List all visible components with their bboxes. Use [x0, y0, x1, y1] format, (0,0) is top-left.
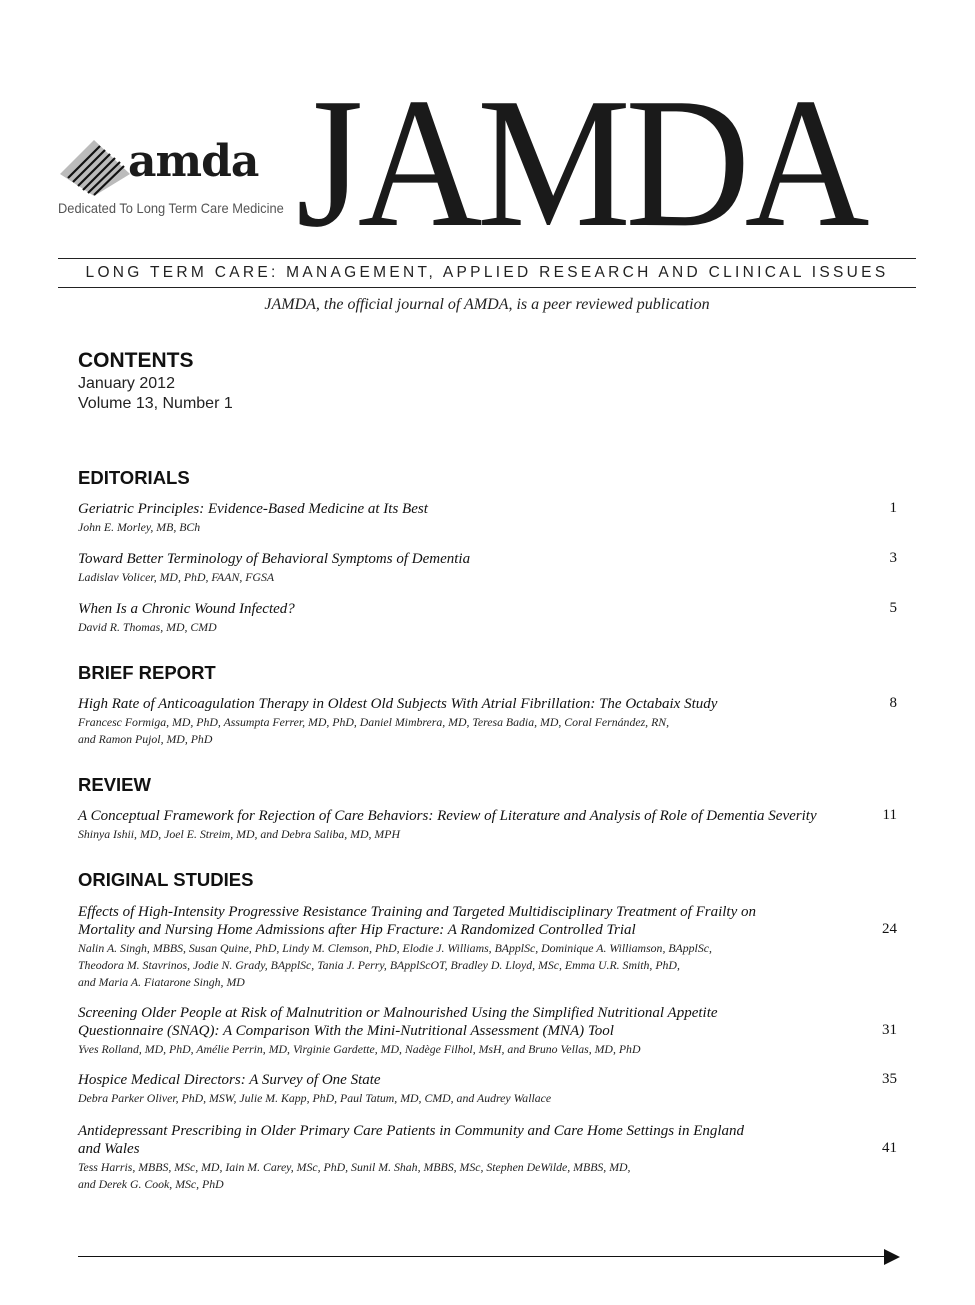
toc-entry[interactable]	[78, 903, 900, 991]
amda-logo-wordmark: amda	[128, 136, 259, 187]
article-title-line[interactable]: and Wales	[78, 1141, 140, 1157]
issue-date: January 2012	[78, 375, 175, 392]
toc-entry[interactable]	[78, 1122, 900, 1193]
toc-entry[interactable]	[78, 1004, 900, 1058]
article-authors: Shinya Ishii, MD, Joel E. Streim, MD, and Debra Saliba, MD, MPH	[78, 827, 400, 841]
article-authors: Debra Parker Oliver, PhD, MSW, Julie M. Kapp, PhD, Paul Tatum, MD, CMD, and Audrey Wallace	[78, 1091, 552, 1105]
journal-tagline: JAMDA, the official journal of AMDA, is a peer reviewed publication	[264, 296, 710, 313]
page-number: 24	[882, 921, 897, 937]
issue-volume: Volume 13, Number 1	[78, 395, 233, 412]
article-title-line[interactable]: Antidepressant Prescribing in Older Primary Care Patients in Community and Care Home Settings in England	[78, 1123, 745, 1139]
section-heading-brief-report: BRIEF REPORT	[78, 662, 216, 683]
journal-subtitle: LONG TERM CARE: MANAGEMENT, APPLIED RESEARCH AND CLINICAL ISSUES	[85, 264, 889, 281]
page-number: 41	[882, 1140, 897, 1156]
header-rule-top	[58, 258, 916, 259]
amda-logo	[58, 128, 284, 228]
article-authors: Francesc Formiga, MD, PhD, Assumpta Ferrer, MD, PhD, Daniel Mimbrera, MD, Teresa Badia, MD, Coral Fernández, RN,	[78, 715, 670, 729]
article-title[interactable]: High Rate of Anticoagulation Therapy in Oldest Old Subjects With Atrial Fibrillation: The Octabaix Study	[78, 696, 718, 712]
article-authors: and Maria A. Fiatarone Singh, MD	[78, 975, 245, 989]
toc-entry[interactable]	[78, 807, 900, 843]
page-number: 1	[889, 500, 897, 516]
journal-masthead: JAMDA	[296, 60, 864, 266]
article-authors: Theodora M. Stavrinos, Jodie N. Grady, BApplSc, Tania J. Perry, BApplScOT, Bradley D. Lloyd, MSc, Emma U.R. Smith, PhD,	[78, 958, 680, 972]
header-rule-bottom	[58, 287, 916, 288]
article-title[interactable]: A Conceptual Framework for Rejection of Care Behaviors: Review of Literature and Analysis of Role of Dementia Severity	[78, 808, 817, 824]
page-number: 31	[882, 1022, 897, 1038]
article-authors: Nalin A. Singh, MBBS, Susan Quine, PhD, Lindy M. Clemson, PhD, Elodie J. Williams, BApplSc, Dominique A. Williamson, BApplSc,	[78, 941, 712, 955]
toc-entry[interactable]	[78, 600, 900, 636]
toc-entry[interactable]	[78, 695, 900, 748]
page-number: 8	[889, 695, 897, 711]
article-title[interactable]: Hospice Medical Directors: A Survey of One State	[78, 1072, 381, 1088]
page-number: 11	[882, 807, 897, 823]
section-heading-review: REVIEW	[78, 774, 151, 795]
article-authors: Ladislav Volicer, MD, PhD, FAAN, FGSA	[78, 570, 275, 584]
toc-entry[interactable]	[78, 500, 900, 536]
article-authors: and Ramon Pujol, MD, PhD	[78, 732, 213, 746]
article-authors: Yves Rolland, MD, PhD, Amélie Perrin, MD, Virginie Gardette, MD, Nadège Filhol, MsH, and Bruno Vellas, MD, PhD	[78, 1042, 641, 1056]
amda-logo-tagline: Dedicated To Long Term Care Medicine	[58, 200, 284, 216]
page-number: 35	[882, 1071, 897, 1087]
continue-arrow-line	[78, 1256, 888, 1257]
contents-title: CONTENTS	[78, 349, 194, 372]
article-title[interactable]: Geriatric Principles: Evidence-Based Medicine at Its Best	[78, 501, 428, 517]
article-authors: Tess Harris, MBBS, MSc, MD, Iain M. Carey, MSc, PhD, Sunil M. Shah, MBBS, MSc, Stephen DeWilde, MBBS, MD,	[78, 1160, 631, 1174]
article-title-line[interactable]: Effects of High-Intensity Progressive Resistance Training and Targeted Multidisciplinary Treatment of Frailty on	[78, 904, 756, 920]
article-title-line[interactable]: Screening Older People at Risk of Malnutrition or Malnourished Using the Simplified Nutritional Appetite	[78, 1005, 718, 1021]
article-authors: David R. Thomas, MD, CMD	[78, 620, 217, 634]
page-number: 3	[889, 550, 897, 566]
article-title-line[interactable]: Mortality and Nursing Home Admissions after Hip Fracture: A Randomized Controlled Trial	[78, 922, 636, 938]
article-title[interactable]: Toward Better Terminology of Behavioral Symptoms of Dementia	[78, 551, 471, 567]
page-number: 5	[889, 600, 897, 616]
article-authors: and Derek G. Cook, MSc, PhD	[78, 1177, 224, 1191]
article-title[interactable]: When Is a Chronic Wound Infected?	[78, 601, 295, 617]
article-authors: John E. Morley, MB, BCh	[78, 520, 201, 534]
toc-entry[interactable]	[78, 1071, 900, 1107]
toc-entry[interactable]	[78, 550, 900, 586]
article-title-line[interactable]: Questionnaire (SNAQ): A Comparison With the Mini-Nutritional Assessment (MNA) Tool	[78, 1023, 614, 1039]
section-heading-original-studies: ORIGINAL STUDIES	[78, 869, 254, 890]
section-heading-editorials: EDITORIALS	[78, 467, 190, 488]
continue-arrow-icon[interactable]	[884, 1249, 900, 1265]
